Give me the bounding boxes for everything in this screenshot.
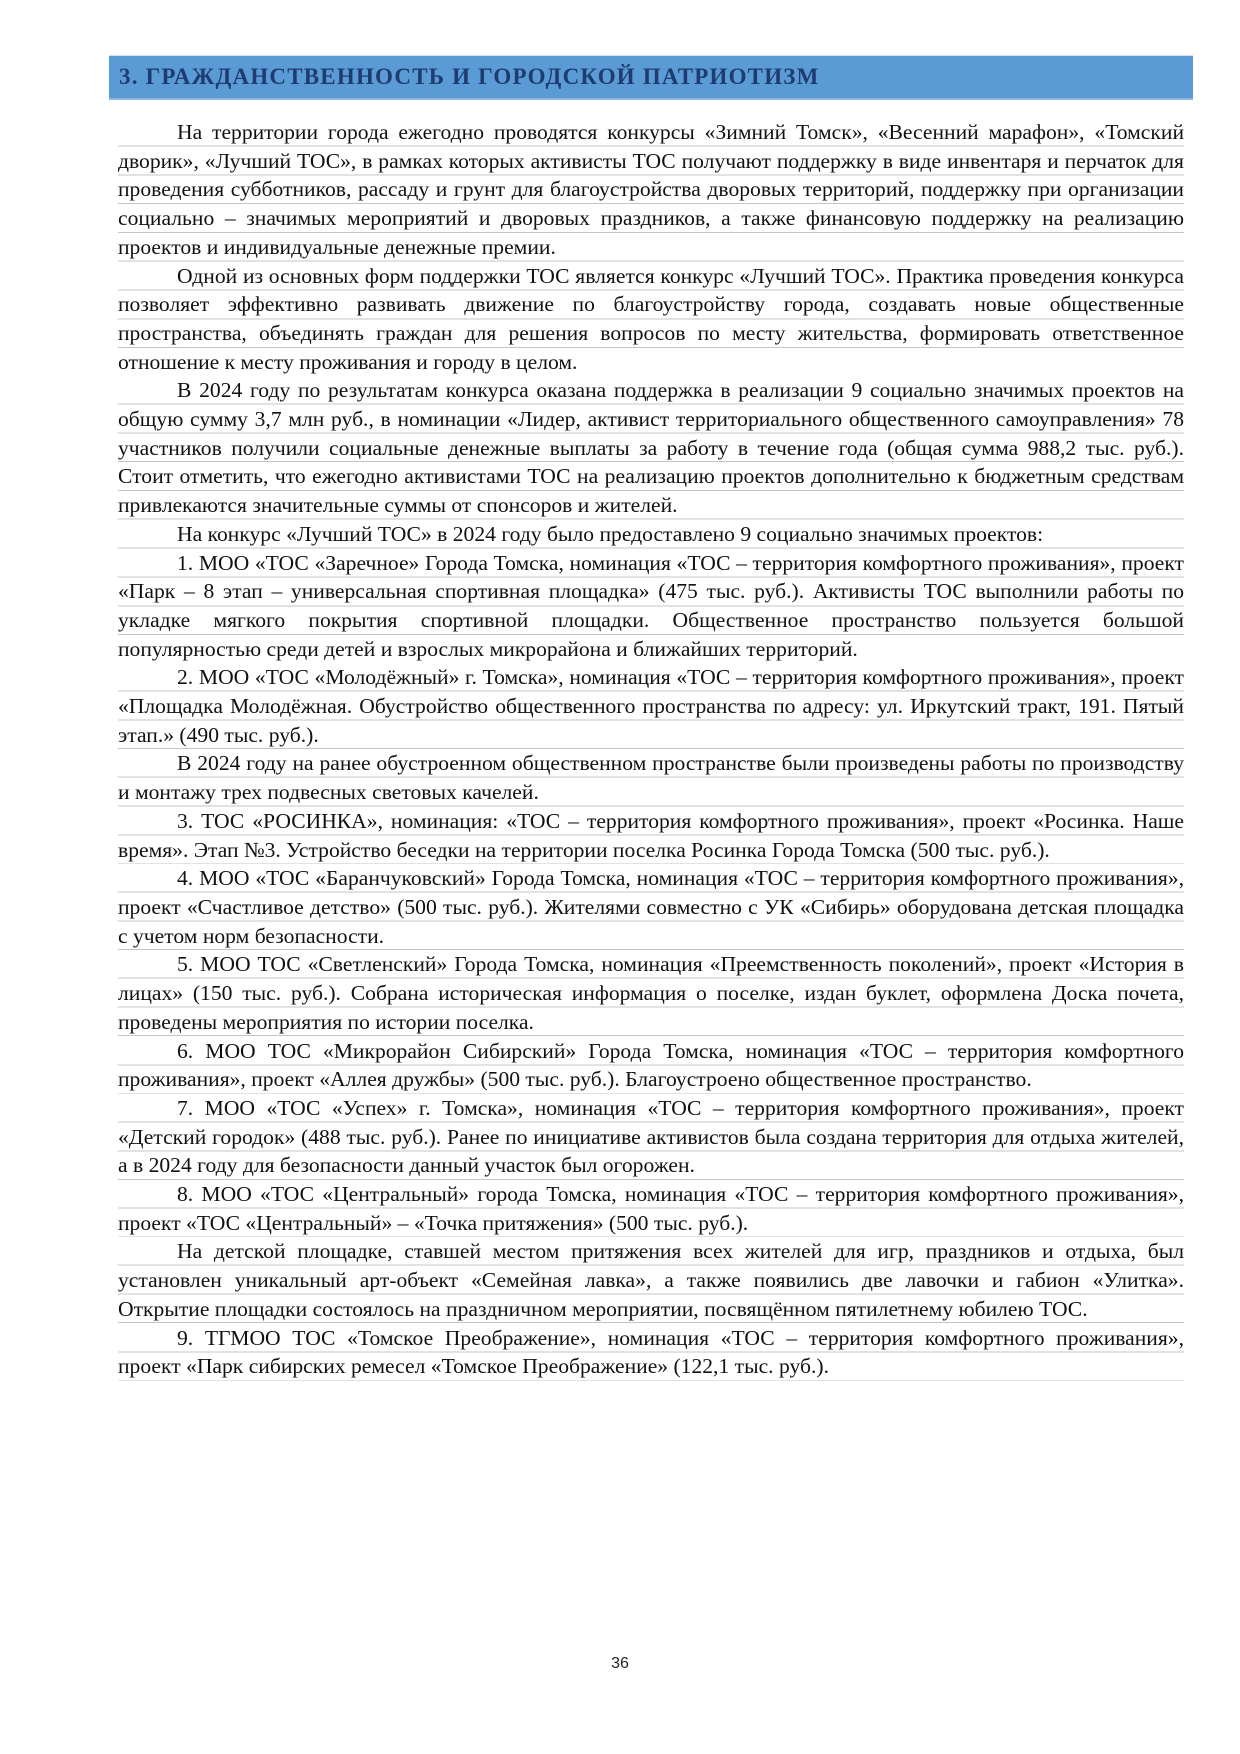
section-heading-bar [109, 55, 1193, 100]
paragraph-results-2024: В 2024 году по результатам конкурса оказана поддержка в реализации 9 социально значимых проектов на общую сумму 3,7 млн руб., в номинации «Лидер, активист территориального общественного самоуправления» 78 участников получили социальные денежные выплаты за работу в течение года (общая сумма 988,2 тыс. руб.). Стоит отметить, что ежегодно активистами ТОС на реализацию проектов дополнительно к бюджетным средствам привлекаются значительные суммы от спонсоров и жителей. [118, 376, 1184, 520]
project-item-9: 9. ТГМОО ТОС «Томское Преображение», номинация «ТОС – территория комфортного проживания», проект «Парк сибирских ремесел «Томское Преображение» (122,1 тыс. руб.). [118, 1324, 1184, 1381]
project-item-6: 6. МОО ТОС «Микрорайон Сибирский» Города Томска, номинация «ТОС – территория комфортного проживания», проект «Аллея дружбы» (500 тыс. руб.). Благоустроено общественное пространство. [118, 1037, 1184, 1094]
project-item-8-details: На детской площадке, ставшей местом притяжения всех жителей для игр, праздников и отдыха, был установлен уникальный арт-объект «Семейная лавка», а также появились две лавочки и габион «Улитка». Открытие площадки состоялось на праздничном мероприятии, посвящённом пятилетнему юбилею ТОС. [118, 1237, 1184, 1323]
page-number: 36 [611, 1655, 629, 1672]
paragraph-intro: На территории города ежегодно проводятся конкурсы «Зимний Томск», «Весенний марафон», «Томский дворик», «Лучший ТОС», в рамках которых активисты ТОС получают поддержку в виде инвентаря и перчаток для проведения субботников, рассаду и грунт для благоустройства дворовых территорий, поддержку при организации социально – значимых мероприятий и дворовых праздников, а также финансовую поддержку на реализацию проектов и индивидуальные денежные премии. [118, 118, 1184, 262]
paragraph-projects-intro: На конкурс «Лучший ТОС» в 2024 году было предоставлено 9 социально значимых проектов: [118, 520, 1184, 549]
project-item-2-details: В 2024 году на ранее обустроенном общественном пространстве были произведены работы по производству и монтажу трех подвесных световых качелей. [118, 749, 1184, 806]
project-item-4: 4. МОО «ТОС «Баранчуковский» Города Томска, номинация «ТОС – территория комфортного проживания», проект «Счастливое детство» (500 тыс. руб.). Жителями совместно с УК «Сибирь» оборудована детская площадка с учетом норм безопасности. [118, 864, 1184, 950]
project-item-5: 5. МОО ТОС «Светленский» Города Томска, номинация «Преемственность поколений», проект «История в лицах» (150 тыс. руб.). Собрана историческая информация о поселке, издан буклет, оформлена Доска почета, проведены мероприятия по истории поселка. [118, 950, 1184, 1036]
project-item-1: 1. МОО «ТОС «Заречное» Города Томска, номинация «ТОС – территория комфортного проживания», проект «Парк – 8 этап – универсальная спортивная площадка» (475 тыс. руб.). Активисты ТОС выполнили работы по укладке мягкого покрытия спортивной площадки. Общественное пространство пользуется большой популярностью среди детей и взрослых микрорайона и ближайших территорий. [118, 549, 1184, 664]
section-title: 3. ГРАЖДАНСТВЕННОСТЬ И ГОРОДСКОЙ ПАТРИОТИЗМ [119, 64, 820, 89]
document-body [118, 118, 1184, 1381]
project-item-8: 8. МОО «ТОС «Центральный» города Томска, номинация «ТОС – территория комфортного проживания», проект «ТОС «Центральный» – «Точка притяжения» (500 тыс. руб.). [118, 1180, 1184, 1237]
paragraph-contest: Одной из основных форм поддержки ТОС является конкурс «Лучший ТОС». Практика проведения конкурса позволяет эффективно развивать движение по благоустройству города, создавать новые общественные пространства, объединять граждан для решения вопросов по месту жительства, формировать ответственное отношение к месту проживания и городу в целом. [118, 262, 1184, 377]
project-item-3: 3. ТОС «РОСИНКА», номинация: «ТОС – территория комфортного проживания», проект «Росинка. Наше время». Этап №3. Устройство беседки на территории поселка Росинка Города Томска (500 тыс. руб.). [118, 807, 1184, 864]
project-item-2: 2. МОО «ТОС «Молодёжный» г. Томска», номинация «ТОС – территория комфортного проживания», проект «Площадка Молодёжная. Обустройство общественного пространства по адресу: ул. Иркутский тракт, 191. Пятый этап.» (490 тыс. руб.). [118, 663, 1184, 749]
project-item-7: 7. МОО «ТОС «Успех» г. Томска», номинация «ТОС – территория комфортного проживания», проект «Детский городок» (488 тыс. руб.). Ранее по инициативе активистов была создана территория для отдыха жителей, а в 2024 году для безопасности данный участок был огорожен. [118, 1094, 1184, 1180]
